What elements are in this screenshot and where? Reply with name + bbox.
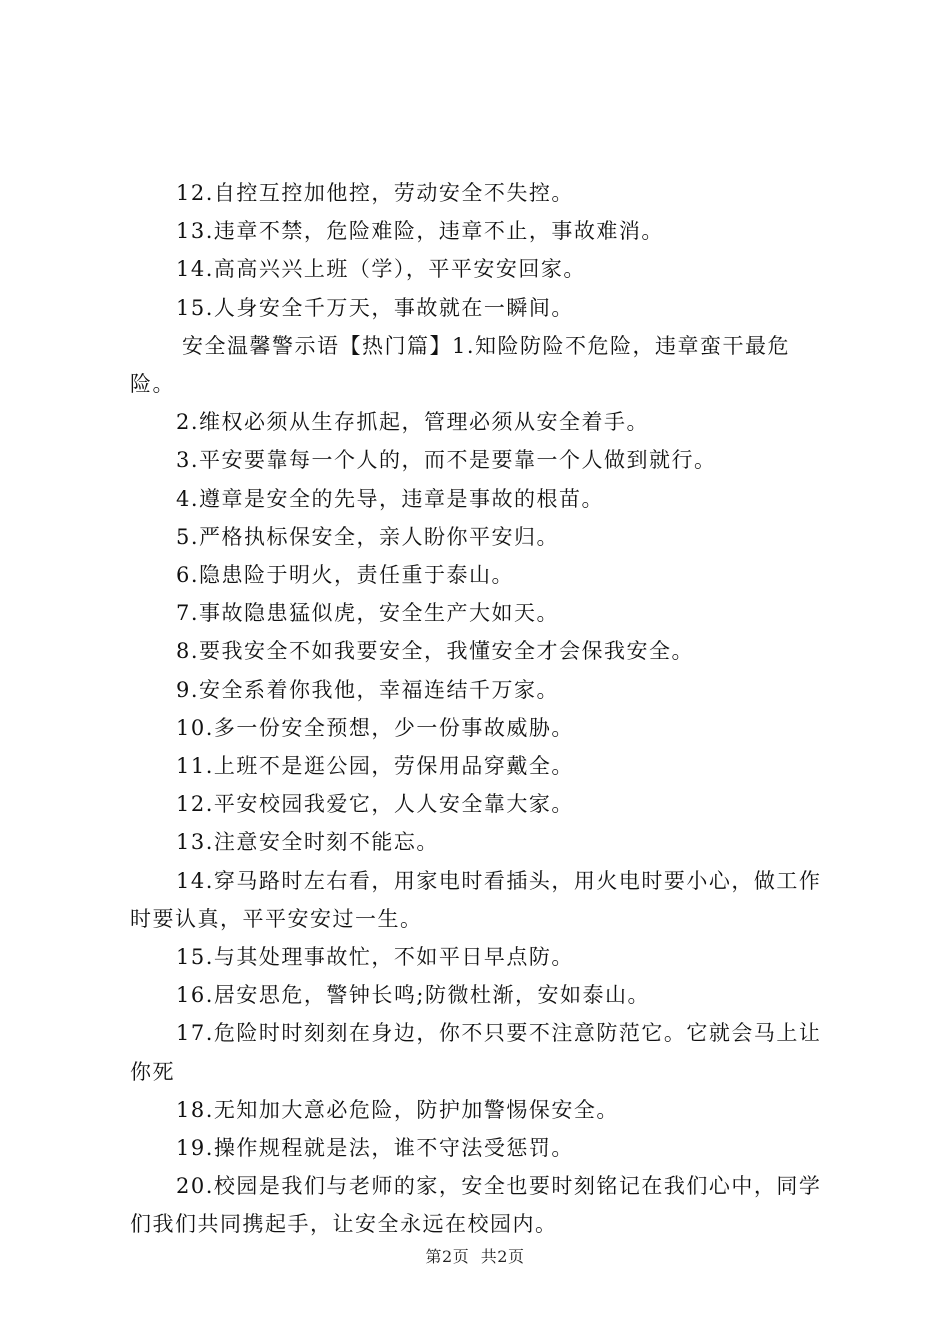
paragraph-11: 7.事故隐患猛似虎，安全生产大如天。 xyxy=(176,601,560,626)
section-heading-paragraph: 安全温馨警示语【热门篇】1.知险防险不危险，违章蛮干最危险。 xyxy=(130,333,791,397)
paragraph-14: 10.多一份安全预想，少一份事故威胁。 xyxy=(176,715,574,740)
paragraph-8: 4.遵章是安全的先导，违章是事故的根苗。 xyxy=(176,486,605,511)
paragraph-24: 20.校园是我们与老师的家，安全也要时刻铭记在我们心中，同学们我们共同携起手，让安全永远在校园内。 xyxy=(130,1174,822,1237)
paragraph-7: 3.平安要靠每一个人的，而不是要靠一个人做到就行。 xyxy=(176,448,717,473)
page-total: 共2页 xyxy=(480,1247,525,1266)
paragraph-19: 15.与其处理事故忙，不如平日早点防。 xyxy=(176,945,574,970)
paragraph-4: 15.人身安全千万天，事故就在一瞬间。 xyxy=(176,295,574,320)
paragraph-22: 18.无知加大意必危险，防护加警惕保安全。 xyxy=(176,1097,619,1122)
paragraph-17: 13.注意安全时刻不能忘。 xyxy=(176,830,439,855)
paragraph-9: 5.严格执标保安全，亲人盼你平安归。 xyxy=(176,524,560,549)
paragraph-6: 2.维权必须从生存抓起，管理必须从安全着手。 xyxy=(176,410,650,435)
paragraph-13: 9.安全系着你我他，幸福连结千万家。 xyxy=(176,677,560,702)
page-number: 第2页 xyxy=(425,1247,470,1266)
paragraph-1: 12.自控互控加他控，劳动安全不失控。 xyxy=(176,181,574,205)
paragraph-18: 14.穿马路时左右看，用家电时看插头，用火电时要小心，做工作时要认真，平平安安过一生。 xyxy=(130,868,822,931)
paragraph-3: 14.高高兴兴上班（学），平平安安回家。 xyxy=(176,257,586,282)
paragraph-15: 11.上班不是逛公园，劳保用品穿戴全。 xyxy=(176,754,574,779)
paragraph-2: 13.违章不禁，危险难险，违章不止，事故难消。 xyxy=(176,219,664,244)
paragraph-21: 17.危险时时刻刻在身边，你不只要不注意防范它。它就会马上让你死 xyxy=(130,1021,822,1084)
page-footer xyxy=(0,1244,950,1267)
paragraph-12: 8.要我安全不如我要安全，我懂安全才会保我安全。 xyxy=(176,639,695,664)
paragraph-10: 6.隐患险于明火，责任重于泰山。 xyxy=(176,563,515,588)
paragraph-20: 16.居安思危，警钟长鸣;防微杜渐，安如泰山。 xyxy=(176,983,650,1008)
paragraph-16: 12.平安校园我爱它，人人安全靠大家。 xyxy=(176,792,574,817)
document-body xyxy=(130,174,830,1244)
paragraph-23: 19.操作规程就是法，谁不守法受惩罚。 xyxy=(176,1136,574,1161)
